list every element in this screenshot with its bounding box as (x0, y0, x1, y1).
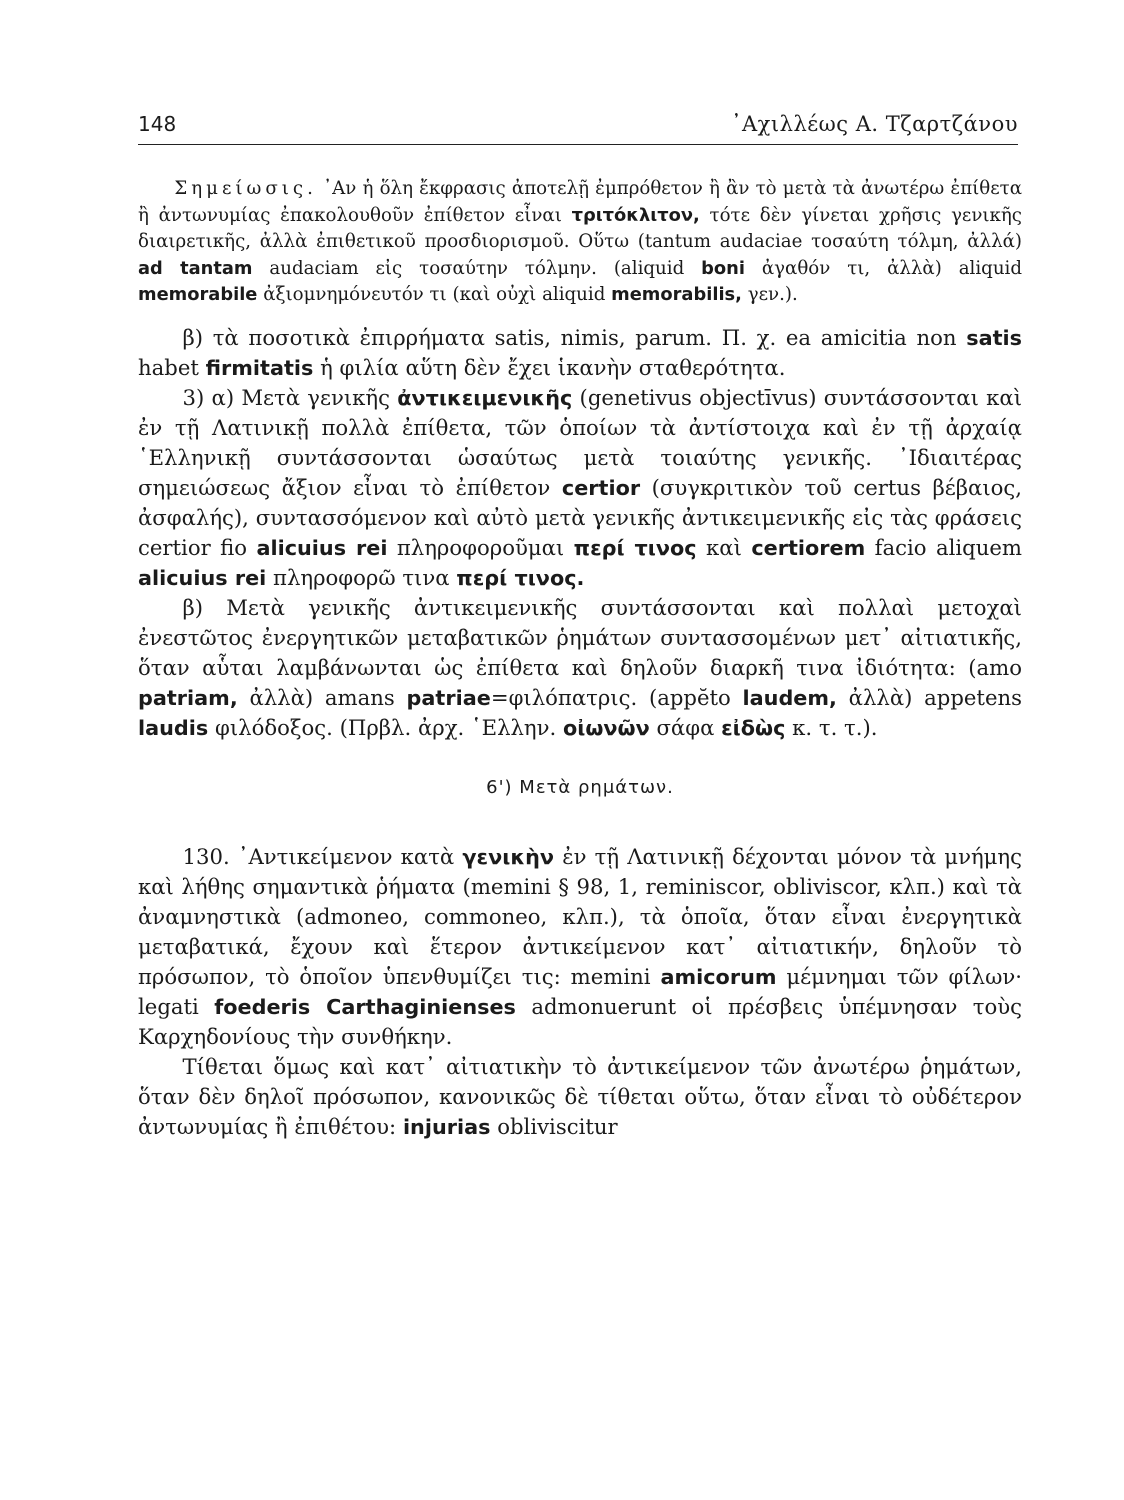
note-block (138, 176, 1022, 309)
main-text (138, 323, 1022, 1142)
note-label: Σημείωσις. (174, 178, 317, 199)
page-header (138, 112, 1018, 145)
section-subheading: 6') Μετὰ ρημάτων. (486, 776, 674, 798)
paragraph-beta-participles: β) Μετὰ γενικῆς ἀντικειμενικῆς συντάσσονται καὶ πολλαὶ μετοχαὶ ἐνεστῶτος ἐνεργητικῶν μεταβατικῶν ῥημάτων συντασσομένων μετ᾽ αἰτιατικῆς, ὅταν αὗται λαμβάνωνται ὡς ἐπίθετα καὶ δηλοῦν διαρκῆ τινα ἰδιότητα: (amo patriam, ἀλλὰ) amans patriae=φιλόπατρις. (appĕto laudem, ἀλλὰ) appetens laudis φιλόδοξος. (Πρβλ. ἀρχ. ῾Ελλην. οἰωνῶν σάφα εἰδὼς κ. τ. τ.). (138, 594, 1023, 740)
page-body (138, 176, 1022, 1142)
paragraph-beta-adverbs: β) τὰ ποσοτικὰ ἐπιρρήματα satis, nimis, parum. Π. χ. ea amicitia non satis habet firmitatis ἡ φιλία αὕτη δὲν ἔχει ἱκανὴν σταθερότητα. (138, 324, 1022, 380)
page-number: 148 (138, 112, 177, 136)
note-paragraph: Σημείωσις. ᾽Αν ἡ ὅλη ἔκφρασις ἀποτελῇ ἐμπρόθετον ἢ ἂν τὸ μετὰ τὰ ἀνωτέρω ἐπίθετα ἢ ἀντωνυμίας ἐπακολουθοῦν ἐπίθετον εἶναι τριτόκλιτον, τότε δὲν γίνεται χρῆσις γενικῆς διαιρετικῆς, ἀλλὰ ἐπιθετικοῦ προσδιορισμοῦ. Οὕτω (tantum audaciae τοσαύτη τόλμη, ἀλλά) ad tantam audaciam εἰς τοσαύτην τόλμην. (aliquid boni ἀγαθόν τι, ἀλλὰ) aliquid memorabile ἀξιομνημόνευτόν τι (καὶ οὐχὶ aliquid memorabilis, γεν.). (138, 178, 1022, 305)
paragraph-accusative: Τίθεται ὅμως καὶ κατ᾽ αἰτιατικὴν τὸ ἀντικείμενον τῶν ἀνωτέρω ῥημάτων, ὅταν δὲν δηλοῖ πρόσωπον, κανονικῶς δὲ τίθεται οὕτω, ὅταν εἶναι τὸ οὐδέτερον ἀντωνυμίας ἢ ἐπιθέτου: injurias obliviscitur (138, 1053, 1022, 1139)
paragraph-3a-objective-genitive: 3) α) Μετὰ γενικῆς ἀντικειμενικῆς (genetivus objectīvus) συντάσσονται καὶ ἐν τῇ Λατινικῇ πολλὰ ἐπίθετα, τῶν ὁποίων τὰ ἀντίστοιχα καὶ ἐν τῇ ἀρχαίᾳ ῾Ελληνικῇ συντάσσονται ὡσαύτως μετὰ τοιαύτης γενικῆς. ᾽Ιδιαιτέρας σημειώσεως ἄξιον εἶναι τὸ ἐπίθετον certior (συγκριτικὸν τοῦ certus βέβαιος, ἀσφαλής), συντασσόμενον καὶ αὐτὸ μετὰ γενικῆς ἀντικειμενικῆς εἰς τὰς φράσεις certior fio alicuius rei πληροφοροῦμαι περί τινος καὶ certiorem facio aliquem alicuius rei πληροφορῶ τινα περί τινος. (138, 384, 1023, 590)
running-title: ᾽Αχιλλέως Α. Τζαρτζάνου (731, 112, 1018, 136)
paragraph-number: 130. (182, 843, 230, 869)
paragraph-130: 130. ᾽Αντικείμενον κατὰ γενικὴν ἐν τῇ Λατινικῇ δέχονται μόνον τὰ μνήμης καὶ λήθης σημαντικὰ ῥήματα (memini § 98, 1, reminiscor, obliviscor, κλπ.) καὶ τὰ ἀναμνηστικὰ (admoneo, commoneo, κλπ.), τὰ ὁποῖα, ὅταν εἶναι ἐνεργητικὰ μεταβατικά, ἔχουν καὶ ἕτερον ἀντικείμενον κατ᾽ αἰτιατικήν, δηλοῦν τὸ πρόσωπον, τὸ ὁποῖον ὑπενθυμίζει τις: memini amicorum μέμνημαι τῶν φίλων· legati foederis Carthaginienses admonuerunt οἱ πρέσβεις ὑπέμνησαν τοὺς Καρχηδονίους τὴν συνθήκην. (138, 843, 1022, 1049)
